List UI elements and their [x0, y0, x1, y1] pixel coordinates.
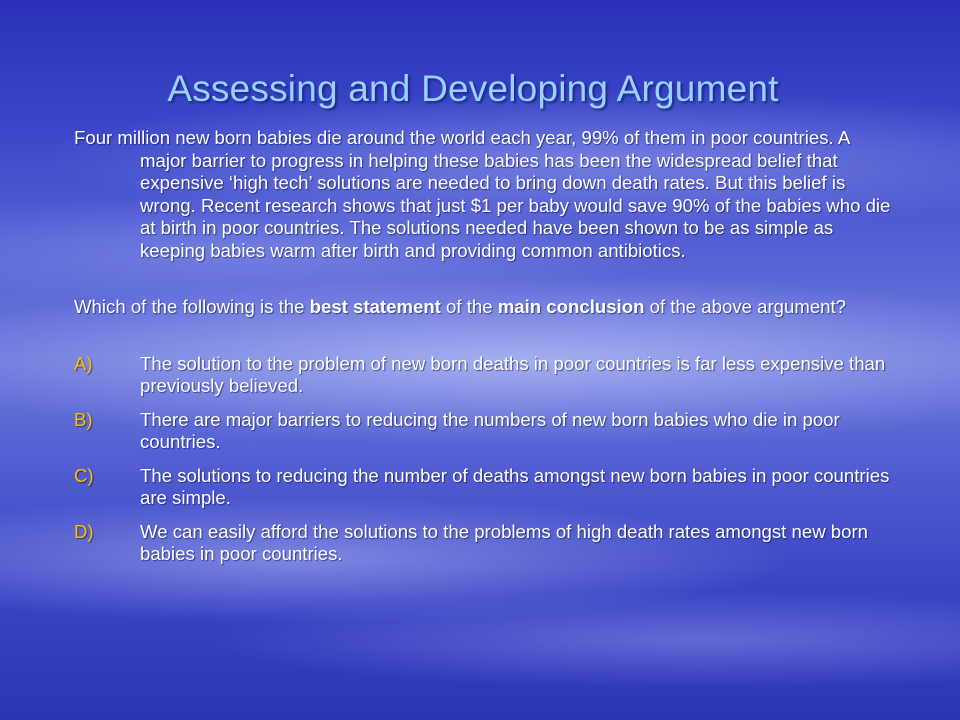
question-part-1: Which of the following is the	[74, 296, 310, 317]
slide-content	[74, 127, 894, 577]
argument-passage: Four million new born babies die around the world each year, 99% of them in poor countries. A major barrier to progress in helping these babies has been the widespread belief that expensive ‘high tech’ solutions are needed to bring down death rates. But this belief is wrong. Recent research shows that just $1 per baby would save 90% of the babies who die at birth in poor countries. The solutions needed have been shown to be as simple as keeping babies warm after birth and providing common antibiotics.	[74, 127, 891, 261]
question-text	[74, 296, 894, 319]
option-d[interactable]	[74, 521, 894, 566]
option-text: We can easily afford the solutions to the problems of high death rates amongst new born babies in poor countries.	[140, 520, 868, 564]
option-letter: D)	[74, 520, 94, 542]
option-letter: A)	[74, 352, 93, 374]
option-text: There are major barriers to reducing the numbers of new born babies who die in poor countries.	[140, 408, 840, 452]
question-bold-main-conclusion: main conclusion	[497, 296, 645, 317]
question-bold-best-statement: best statement	[309, 296, 441, 317]
option-a[interactable]	[74, 353, 894, 398]
option-b[interactable]	[74, 409, 894, 454]
option-letter: B)	[74, 408, 93, 430]
question-part-2: of the	[440, 296, 498, 317]
option-text: The solution to the problem of new born deaths in poor countries is far less expensive than previously believed.	[140, 352, 886, 396]
option-c[interactable]	[74, 465, 894, 510]
question-part-3: of the above argument?	[644, 296, 847, 317]
answer-options	[74, 353, 894, 566]
spacer	[74, 262, 894, 296]
option-text: The solutions to reducing the number of deaths amongst new born babies in poor countries are simple.	[140, 464, 890, 508]
slide-title: Assessing and Developing Argument	[167, 68, 779, 109]
option-letter: C)	[74, 464, 94, 486]
